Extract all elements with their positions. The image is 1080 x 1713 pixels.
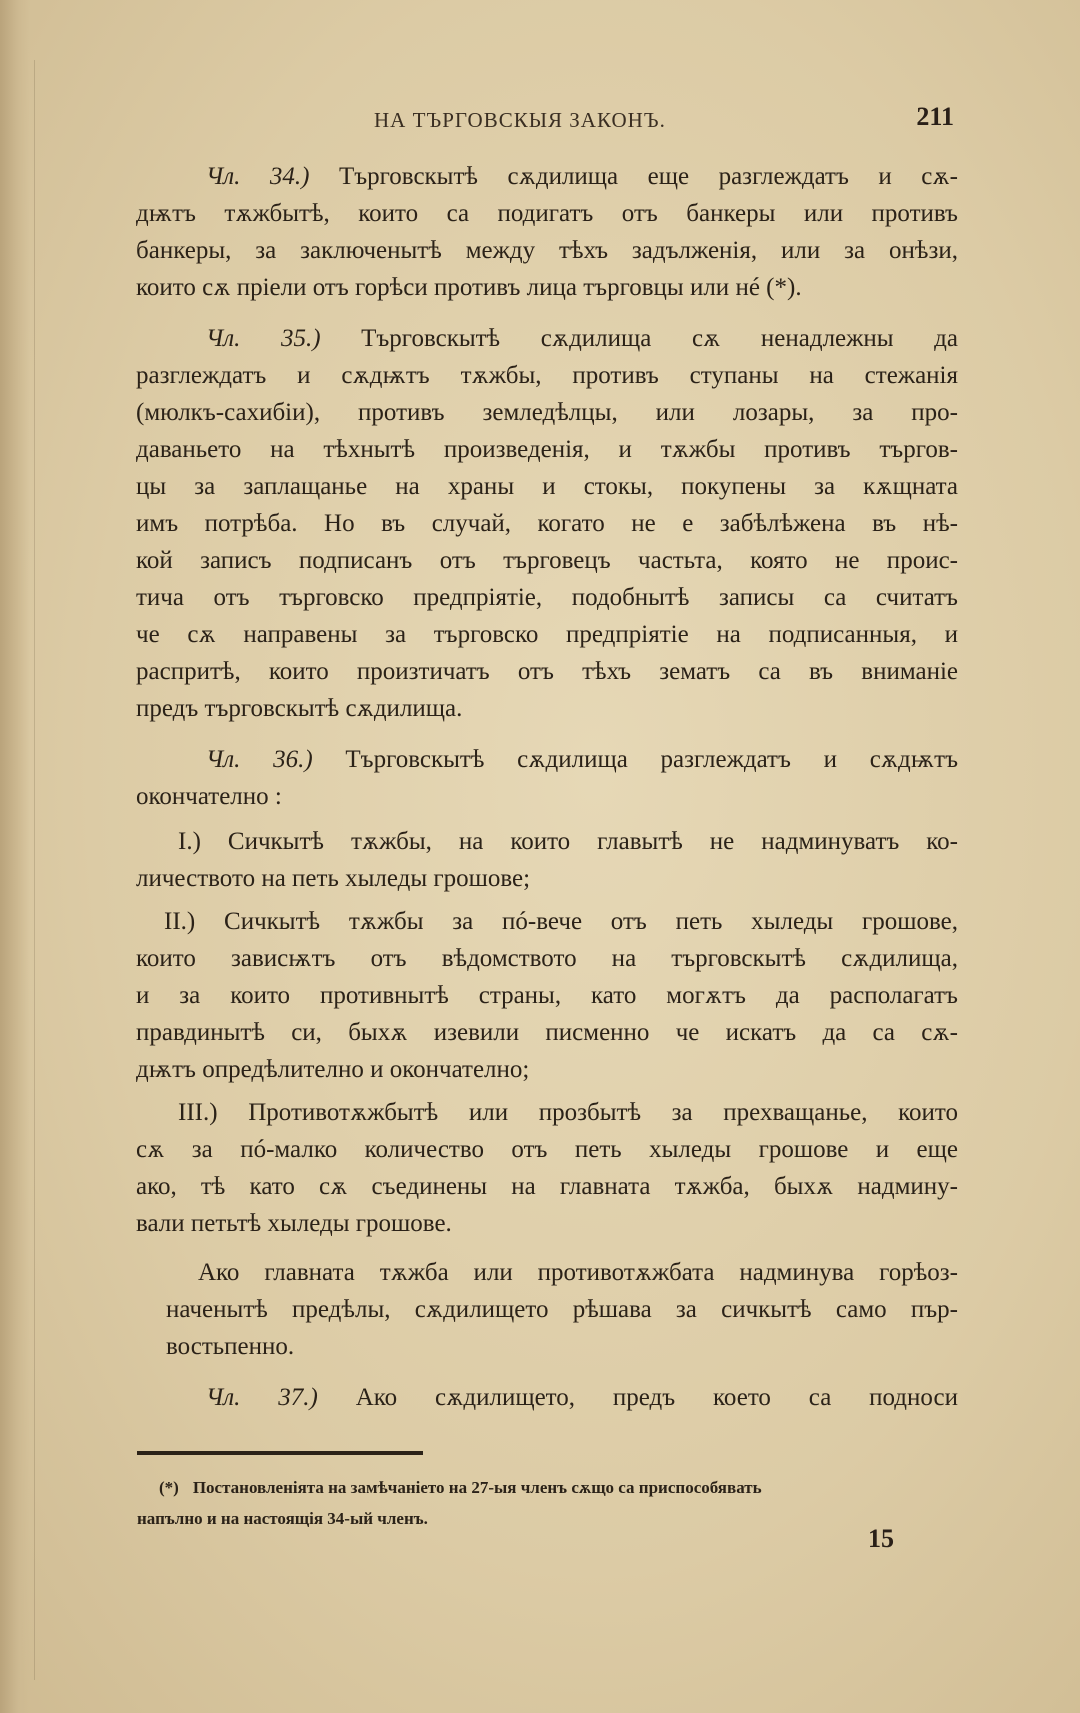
- text-line: тича отъ търговско предпріятіе, подобнытѣ записы са считатъ: [136, 584, 958, 611]
- text-line: правдинытѣ си, быхѫ изевили писменно че искатъ да са сѫ-: [136, 1019, 958, 1046]
- text-line: имъ потрѣба. Но въ случай, когато не е забѣлѣжена въ нѣ-: [136, 510, 958, 537]
- text-line: Чл. 36.) Търговскытѣ сѫдилища разглеждатъ и сѫдѭтъ: [206, 746, 959, 773]
- text-line: кой записъ подписанъ отъ търговецъ частьта, която не проис-: [136, 547, 958, 574]
- article-34: [136, 158, 958, 306]
- text-line: че сѫ направены за търговско предпріятіе на подписанныя, и: [136, 621, 958, 648]
- footnote-marker: (*): [159, 1478, 179, 1497]
- text-line: дѭтъ тѫжбытѣ, които са подигатъ отъ банкеры или противъ: [136, 200, 958, 227]
- book-spine: [0, 0, 30, 1713]
- body-text: [136, 158, 958, 1430]
- text-line: и за които противнытѣ страны, като могѫтъ да располагатъ: [136, 982, 958, 1009]
- item-2: [136, 903, 958, 1088]
- text-line: дѭтъ опредѣлително и окончателно;: [136, 1056, 530, 1083]
- printer-signature-mark: 15: [868, 1524, 894, 1553]
- text-line: востьпенно.: [166, 1333, 295, 1360]
- article-label: Чл. 37.): [206, 1384, 318, 1411]
- text-line: личеството на петь хыледы грошове;: [136, 865, 531, 892]
- text-line: окончателно :: [136, 783, 282, 810]
- text-line: вали петьтѣ хыледы грошове.: [136, 1210, 452, 1237]
- text-line: даваньето на тѣхнытѣ произведенія, и тѫжбы противъ търгов-: [136, 436, 958, 463]
- text-line: Чл. 35.) Търговскытѣ сѫдилища сѫ ненадлежны да: [206, 325, 958, 352]
- text-line: разглеждатъ и сѫдѭтъ тѫжбы, противъ ступаны на стежанія: [136, 362, 958, 389]
- text-line: III.) Противотѫжбытѣ или прозбытѣ за прехващанье, които: [178, 1099, 958, 1126]
- text-line: Ако главната тѫжба или противотѫжбата надминува горѣоз-: [198, 1259, 958, 1286]
- item-3: [136, 1094, 958, 1242]
- page-number: 211: [916, 102, 954, 131]
- text-line: II.) Сичкытѣ тѫжбы за пó-вече отъ петь хыледы грошове,: [164, 908, 959, 935]
- text-line: наченытѣ предѣлы, сѫдилището рѣшава за сичкытѣ само пър-: [166, 1296, 958, 1323]
- text-line: I.) Сичкытѣ тѫжбы, на които главытѣ не надминуватъ ко-: [178, 828, 959, 855]
- article-36: [136, 741, 958, 815]
- article-label: Чл. 36.): [206, 746, 313, 773]
- paragraph-note: [136, 1254, 958, 1365]
- item-1: [136, 823, 958, 897]
- text-line: сѫ за пó-малко количество отъ петь хыледы грошове и еще: [136, 1136, 958, 1163]
- page-header: [138, 102, 956, 142]
- text-line: които зависѭтъ отъ вѣдомството на търговскытѣ сѫдилища,: [136, 945, 958, 972]
- article-label: Чл. 35.): [206, 325, 321, 352]
- item-label: I.): [178, 828, 201, 855]
- page-fold-line: [34, 60, 35, 1680]
- footnote-line: напълно и на настоящія 34-ый членъ.: [137, 1509, 428, 1528]
- article-35: [136, 320, 958, 727]
- article-37: [136, 1379, 958, 1416]
- footnote: [137, 1472, 957, 1534]
- text-line: цы за заплащанье на храны и стокы, покупены за кѫщната: [136, 473, 958, 500]
- footnote-rule: [137, 1451, 423, 1455]
- text-line: ако, тѣ като сѫ съединены на главната тѫжба, быхѫ надмину-: [136, 1173, 958, 1200]
- text-line: (мюлкъ-сахибіи), противъ земледѣлцы, или лозары, за про-: [136, 399, 958, 426]
- text-line: распритѣ, които произтичатъ отъ тѣхъ зематъ са въ вниманіе: [136, 658, 958, 685]
- text-line: банкеры, за заключенытѣ между тѣхъ задълженія, или за онѣзи,: [136, 237, 958, 264]
- running-head: НА ТЪРГОВСКЫЯ ЗАКОНЪ.: [374, 108, 666, 132]
- text-line: които сѫ пріели отъ горѣси противъ лица търговцы или нé (*).: [136, 274, 802, 301]
- item-label: II.): [164, 908, 196, 935]
- text-line: Чл. 37.) Ако сѫдилището, предъ което са подноси: [206, 1384, 959, 1411]
- footnote-line: (*) Постановленіята на замѣчаніето на 27-ыя членъ сѫщо са приспособявать: [159, 1478, 762, 1497]
- item-label: III.): [178, 1099, 218, 1126]
- text-line: Чл. 34.) Търговскытѣ сѫдилища еще разглеждатъ и сѫ-: [206, 163, 958, 190]
- article-label: Чл. 34.): [206, 163, 310, 190]
- text-line: предъ търговскытѣ сѫдилища.: [136, 695, 463, 722]
